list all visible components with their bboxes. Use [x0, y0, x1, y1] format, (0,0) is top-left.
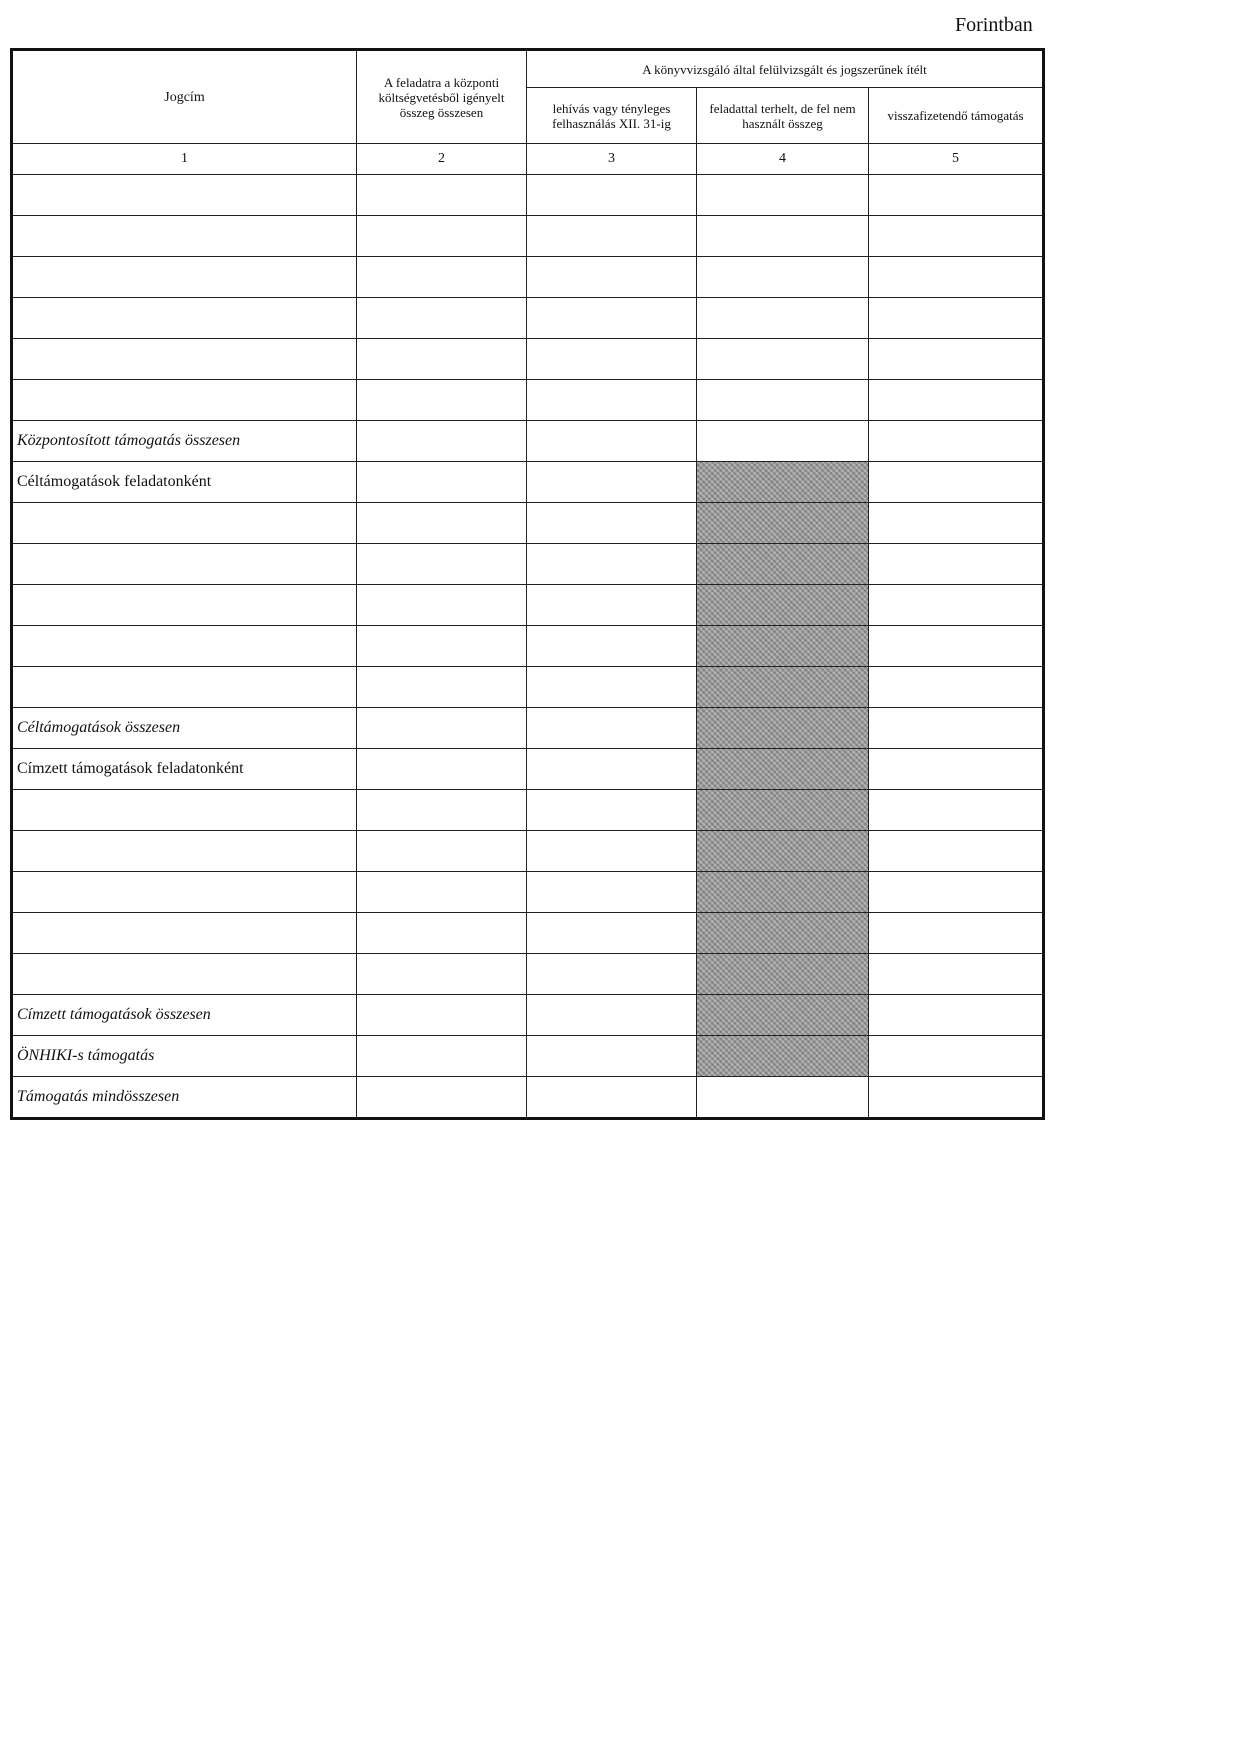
unused-amount-cell: [697, 708, 869, 749]
unused-amount-cell: [697, 667, 869, 708]
row-label-cell[interactable]: [12, 257, 357, 298]
unused-amount-cell[interactable]: [697, 339, 869, 380]
table-row: [12, 667, 1044, 708]
repayable-cell[interactable]: [869, 544, 1044, 585]
requested-amount-cell[interactable]: [357, 298, 527, 339]
repayable-cell[interactable]: [869, 421, 1044, 462]
repayable-cell[interactable]: [869, 216, 1044, 257]
repayable-cell[interactable]: [869, 995, 1044, 1036]
drawdown-cell[interactable]: [527, 585, 697, 626]
unused-amount-cell[interactable]: [697, 175, 869, 216]
repayable-cell[interactable]: [869, 339, 1044, 380]
row-label-cell[interactable]: Központosított támogatás összesen: [12, 421, 357, 462]
table-row: [12, 339, 1044, 380]
column-number-row: [12, 144, 1044, 175]
unused-amount-cell[interactable]: [697, 421, 869, 462]
repayable-cell[interactable]: [869, 1077, 1044, 1119]
row-label-cell[interactable]: [12, 790, 357, 831]
drawdown-cell[interactable]: [527, 954, 697, 995]
row-label-cell[interactable]: [12, 913, 357, 954]
repayable-cell[interactable]: [869, 749, 1044, 790]
header-auditor-group: A könyvvizsgáló által felülvizsgált és jogszerűnek ítélt: [527, 50, 1044, 88]
table-body: [12, 175, 1044, 1119]
table-row: [12, 257, 1044, 298]
table-row: [12, 995, 1044, 1036]
row-label-cell[interactable]: [12, 954, 357, 995]
table-row: [12, 954, 1044, 995]
repayable-cell[interactable]: [869, 462, 1044, 503]
row-label-cell[interactable]: Céltámogatások feladatonként: [12, 462, 357, 503]
drawdown-cell[interactable]: [527, 790, 697, 831]
requested-amount-cell[interactable]: [357, 1036, 527, 1077]
drawdown-cell[interactable]: [527, 462, 697, 503]
drawdown-cell[interactable]: [527, 831, 697, 872]
repayable-cell[interactable]: [869, 831, 1044, 872]
repayable-cell[interactable]: [869, 175, 1044, 216]
drawdown-cell[interactable]: [527, 298, 697, 339]
drawdown-cell[interactable]: [527, 995, 697, 1036]
row-label-cell[interactable]: [12, 872, 357, 913]
drawdown-cell[interactable]: [527, 544, 697, 585]
unused-amount-cell: [697, 995, 869, 1036]
table-row: [12, 298, 1044, 339]
row-label-cell[interactable]: Címzett támogatások összesen: [12, 995, 357, 1036]
requested-amount-cell[interactable]: [357, 790, 527, 831]
column-number: 4: [697, 144, 869, 175]
drawdown-cell[interactable]: [527, 913, 697, 954]
unused-amount-cell: [697, 831, 869, 872]
table-row: [12, 503, 1044, 544]
header-requested-amount: A feladatra a központi költségvetésből igényelt összeg összesen: [357, 50, 527, 144]
row-label-cell[interactable]: Támogatás mindösszesen: [12, 1077, 357, 1119]
drawdown-cell[interactable]: [527, 872, 697, 913]
unused-amount-cell: [697, 790, 869, 831]
row-label-cell[interactable]: [12, 626, 357, 667]
table-row: [12, 544, 1044, 585]
unused-amount-cell: [697, 913, 869, 954]
row-label-cell[interactable]: [12, 667, 357, 708]
requested-amount-cell[interactable]: [357, 257, 527, 298]
drawdown-cell[interactable]: [527, 257, 697, 298]
drawdown-cell[interactable]: [527, 708, 697, 749]
repayable-cell[interactable]: [869, 913, 1044, 954]
repayable-cell[interactable]: [869, 708, 1044, 749]
row-label-cell[interactable]: ÖNHIKI-s támogatás: [12, 1036, 357, 1077]
requested-amount-cell[interactable]: [357, 585, 527, 626]
requested-amount-cell[interactable]: [357, 708, 527, 749]
unused-amount-cell[interactable]: [697, 257, 869, 298]
row-label-cell[interactable]: [12, 298, 357, 339]
row-label-cell[interactable]: [12, 175, 357, 216]
row-label-cell[interactable]: [12, 503, 357, 544]
repayable-cell[interactable]: [869, 257, 1044, 298]
requested-amount-cell[interactable]: [357, 216, 527, 257]
unused-amount-cell[interactable]: [697, 1077, 869, 1119]
table-row: [12, 216, 1044, 257]
row-label-cell[interactable]: Címzett támogatások feladatonként: [12, 749, 357, 790]
header-unused-amount: feladattal terhelt, de fel nem használt összeg: [697, 88, 869, 144]
unused-amount-cell: [697, 749, 869, 790]
row-label-cell[interactable]: [12, 544, 357, 585]
repayable-cell[interactable]: [869, 585, 1044, 626]
requested-amount-cell[interactable]: [357, 913, 527, 954]
table-row: [12, 462, 1044, 503]
table-row: [12, 626, 1044, 667]
table-row: [12, 380, 1044, 421]
requested-amount-cell[interactable]: [357, 544, 527, 585]
table-row: [12, 585, 1044, 626]
unused-amount-cell: [697, 626, 869, 667]
repayable-cell[interactable]: [869, 790, 1044, 831]
table-row: [12, 749, 1044, 790]
row-label-cell[interactable]: [12, 380, 357, 421]
table-row: [12, 175, 1044, 216]
column-number: 2: [357, 144, 527, 175]
requested-amount-cell[interactable]: [357, 954, 527, 995]
support-settlement-table: [10, 48, 1045, 1120]
unused-amount-cell[interactable]: [697, 380, 869, 421]
repayable-cell[interactable]: [869, 503, 1044, 544]
unused-amount-cell: [697, 462, 869, 503]
drawdown-cell[interactable]: [527, 626, 697, 667]
table-row: [12, 1036, 1044, 1077]
requested-amount-cell[interactable]: [357, 175, 527, 216]
requested-amount-cell[interactable]: [357, 421, 527, 462]
drawdown-cell[interactable]: [527, 380, 697, 421]
requested-amount-cell[interactable]: [357, 1077, 527, 1119]
requested-amount-cell[interactable]: [357, 831, 527, 872]
repayable-cell[interactable]: [869, 667, 1044, 708]
requested-amount-cell[interactable]: [357, 667, 527, 708]
row-label-cell[interactable]: [12, 216, 357, 257]
unused-amount-cell[interactable]: [697, 298, 869, 339]
drawdown-cell[interactable]: [527, 339, 697, 380]
drawdown-cell[interactable]: [527, 503, 697, 544]
drawdown-cell[interactable]: [527, 667, 697, 708]
repayable-cell[interactable]: [869, 626, 1044, 667]
header-drawdown: lehívás vagy tényleges felhasználás XII. 31-ig: [527, 88, 697, 144]
requested-amount-cell[interactable]: [357, 749, 527, 790]
table-row: [12, 421, 1044, 462]
drawdown-cell[interactable]: [527, 749, 697, 790]
drawdown-cell[interactable]: [527, 1077, 697, 1119]
drawdown-cell[interactable]: [527, 175, 697, 216]
drawdown-cell[interactable]: [527, 1036, 697, 1077]
unused-amount-cell: [697, 585, 869, 626]
drawdown-cell[interactable]: [527, 216, 697, 257]
unused-amount-cell: [697, 954, 869, 995]
unit-label: Forintban: [955, 14, 1033, 36]
drawdown-cell[interactable]: [527, 421, 697, 462]
row-label-cell[interactable]: [12, 339, 357, 380]
column-number: 5: [869, 144, 1044, 175]
table-row: [12, 913, 1044, 954]
repayable-cell[interactable]: [869, 1036, 1044, 1077]
requested-amount-cell[interactable]: [357, 462, 527, 503]
requested-amount-cell[interactable]: [357, 339, 527, 380]
repayable-cell[interactable]: [869, 954, 1044, 995]
row-label-cell[interactable]: [12, 831, 357, 872]
unused-amount-cell: [697, 1036, 869, 1077]
repayable-cell[interactable]: [869, 872, 1044, 913]
header-jogcim: Jogcím: [12, 50, 357, 144]
unused-amount-cell: [697, 544, 869, 585]
requested-amount-cell[interactable]: [357, 626, 527, 667]
table-row: [12, 872, 1044, 913]
requested-amount-cell[interactable]: [357, 380, 527, 421]
table-row: [12, 831, 1044, 872]
column-number: 1: [12, 144, 357, 175]
requested-amount-cell[interactable]: [357, 995, 527, 1036]
repayable-cell[interactable]: [869, 380, 1044, 421]
requested-amount-cell[interactable]: [357, 872, 527, 913]
column-number: 3: [527, 144, 697, 175]
table-row: [12, 1077, 1044, 1119]
unused-amount-cell: [697, 503, 869, 544]
repayable-cell[interactable]: [869, 298, 1044, 339]
header-repayable: visszafizetendő támogatás: [869, 88, 1044, 144]
row-label-cell[interactable]: [12, 585, 357, 626]
unused-amount-cell: [697, 872, 869, 913]
row-label-cell[interactable]: Céltámogatások összesen: [12, 708, 357, 749]
table-row: [12, 708, 1044, 749]
requested-amount-cell[interactable]: [357, 503, 527, 544]
unused-amount-cell[interactable]: [697, 216, 869, 257]
table-row: [12, 790, 1044, 831]
